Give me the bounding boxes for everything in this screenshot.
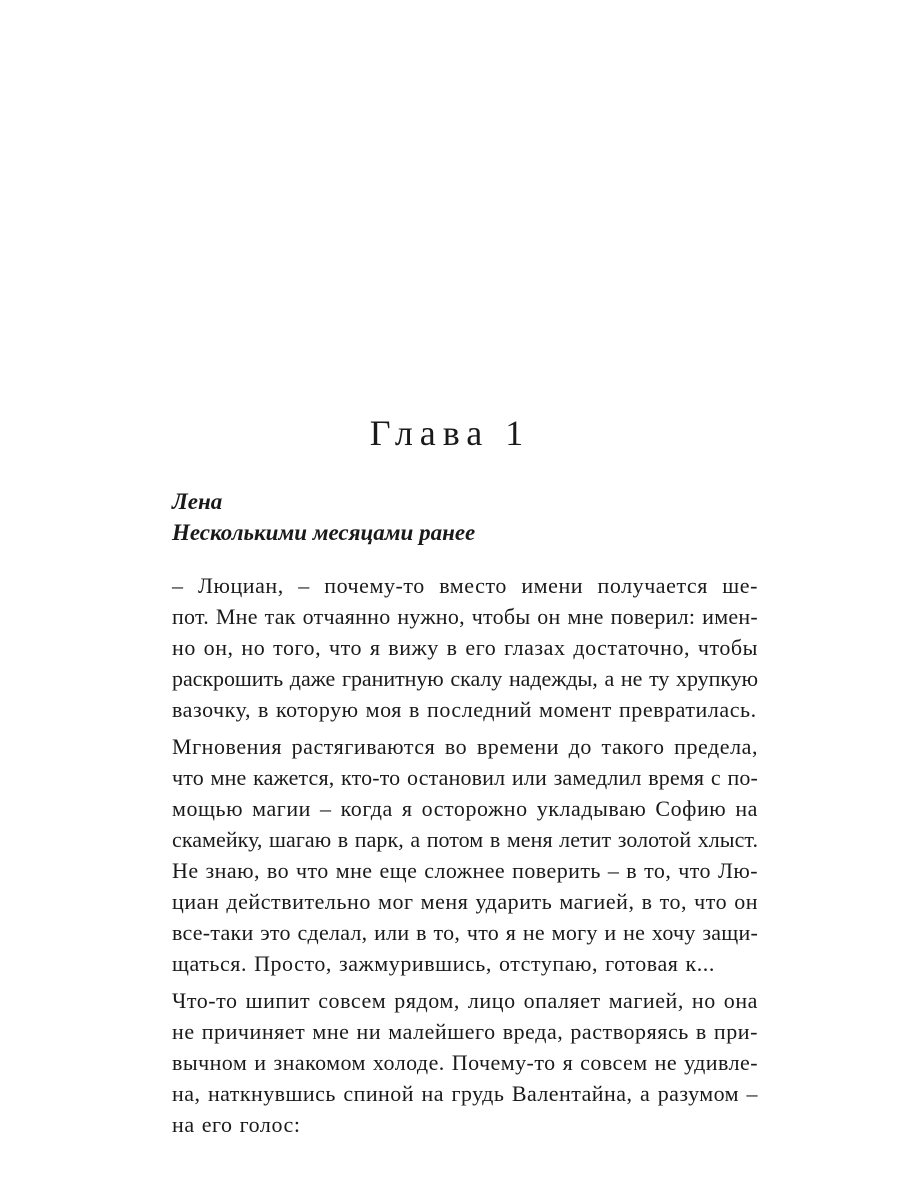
text-line: Не знаю, во что мне еще сложнее поверить – в то, что Лю- <box>172 858 758 883</box>
epigraph-time-note: Несколькими месяцами ранее <box>172 520 476 545</box>
paragraph <box>172 731 758 979</box>
text-line: вазочку, в которую моя в последний момент превратилась. <box>172 697 757 722</box>
epigraph-character-name: Лена <box>172 489 223 514</box>
text-line: на, наткнувшись спиной на грудь Валентайна, а разумом – <box>172 1081 758 1106</box>
chapter-title: Глава 1 <box>369 413 531 453</box>
text-line: но он, но того, что я вижу в его глазах достаточно, чтобы <box>172 635 758 660</box>
text-line: что мне кажется, кто-то остановил или замедлил время с по- <box>172 765 758 790</box>
paragraph <box>172 570 758 725</box>
text-line: раскрошить даже гранитную скалу надежды, а не ту хрупкую <box>172 666 758 691</box>
text-line: циан действительно мог меня ударить магией, в то, что он <box>172 889 759 914</box>
text-line: Что-то шипит совсем рядом, лицо опаляет магией, но она <box>172 988 758 1013</box>
text-line: вычном и знакомом холоде. Почему-то я совсем не удивле- <box>172 1050 758 1075</box>
text-line: мощью магии – когда я осторожно укладываю Софию на <box>172 796 758 821</box>
text-line: не причиняет мне ни малейшего вреда, растворяясь в при- <box>172 1019 758 1044</box>
text-line: скамейку, шагаю в парк, а потом в меня летит золотой хлыст. <box>172 827 758 852</box>
text-line: щаться. Просто, зажмурившись, отступаю, готовая к... <box>172 951 715 976</box>
text-line: все-таки это сделал, или в то, что я не могу и не хочу защи- <box>172 920 759 945</box>
epigraph <box>172 486 772 548</box>
paragraph <box>172 985 758 1140</box>
text-line: на его голос: <box>172 1112 301 1137</box>
text-line: Мгновения растягиваются во времени до такого предела, <box>172 734 758 759</box>
text-line: пот. Мне так отчаянно нужно, чтобы он мне поверил: имен- <box>172 604 758 629</box>
text-line: – Люциан, – почему-то вместо имени получается ше- <box>172 573 758 598</box>
body-text <box>172 570 758 1140</box>
